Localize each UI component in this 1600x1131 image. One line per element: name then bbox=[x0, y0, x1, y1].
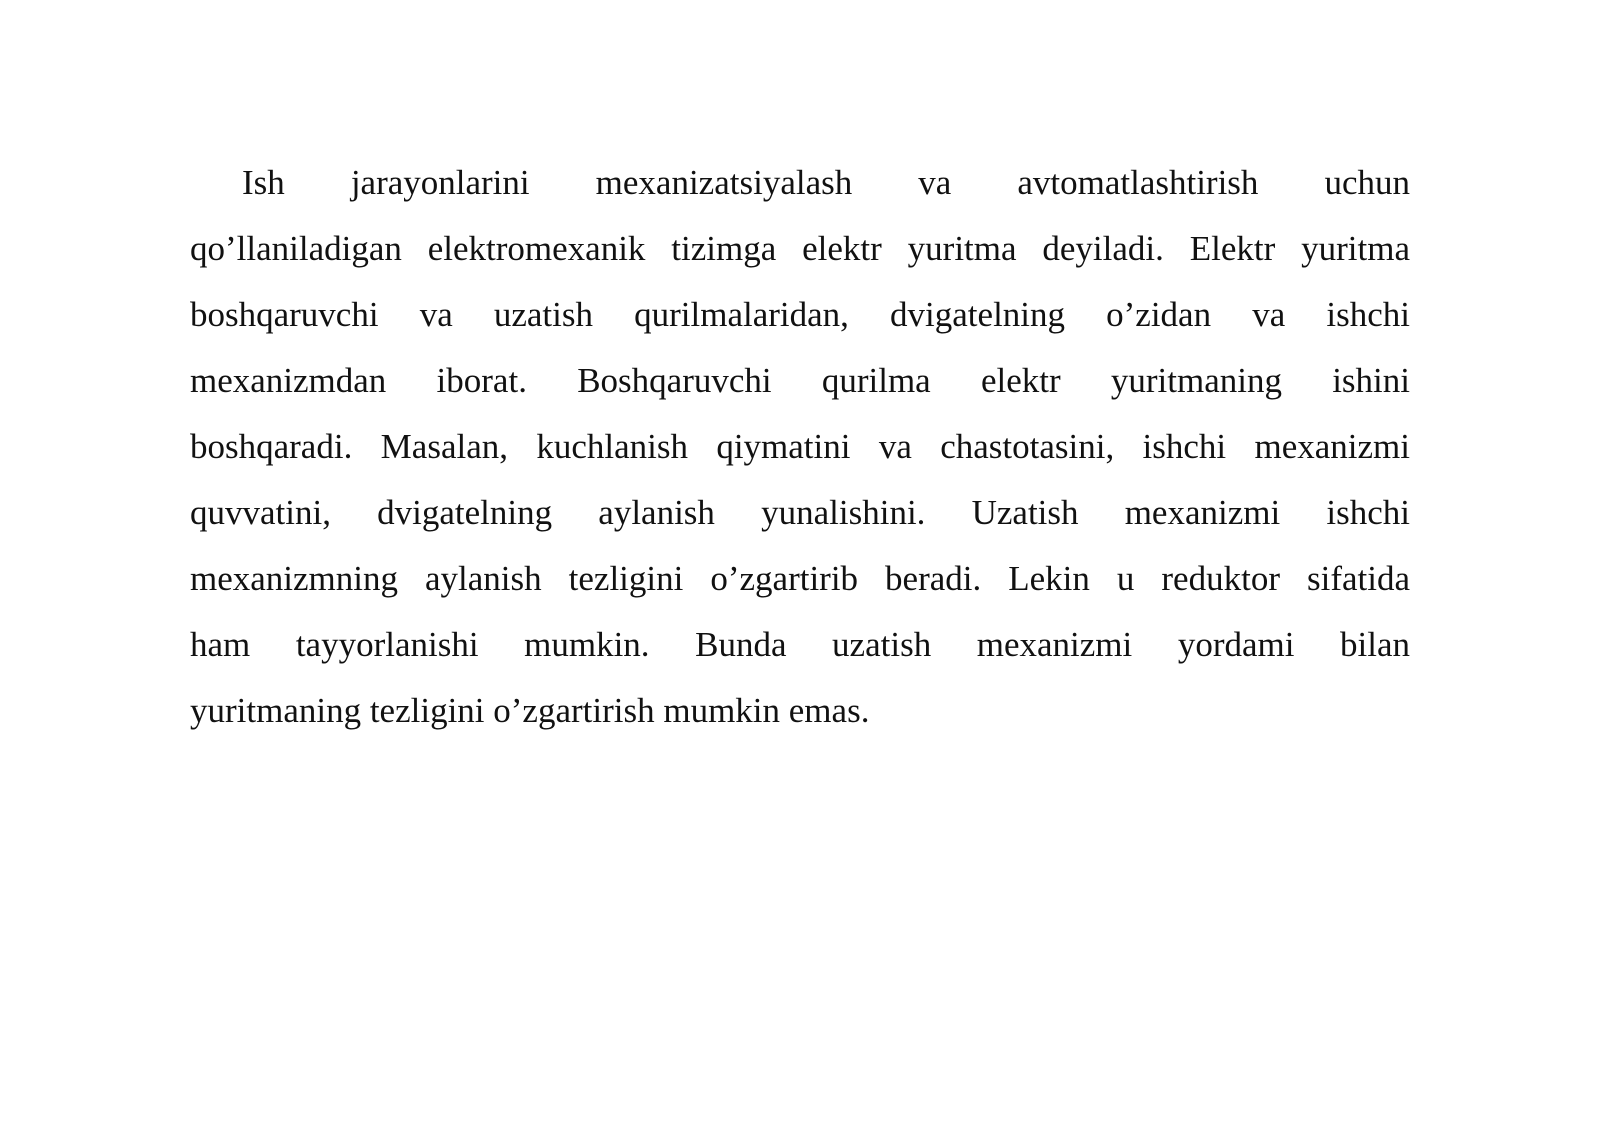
paragraph-line: boshqaruvchi va uzatish qurilmalaridan, dvigatelning o’zidan va ishchi bbox=[190, 295, 1410, 334]
paragraph-line: mexanizmdan iborat. Boshqaruvchi qurilma elektr yuritmaning ishini bbox=[190, 361, 1410, 400]
paragraph-line: mexanizmning aylanish tezligini o’zgartirib beradi. Lekin u reduktor sifatida bbox=[190, 559, 1410, 598]
paragraph-line: quvvatini, dvigatelning aylanish yunalishini. Uzatish mexanizmi ishchi bbox=[190, 493, 1410, 532]
paragraph-line: Ish jarayonlarini mexanizatsiyalash va avtomatlashtirish uchun bbox=[242, 163, 1410, 202]
paragraph-line: qo’llaniladigan elektromexanik tizimga elektr yuritma deyiladi. Elektr yuritma bbox=[190, 229, 1410, 268]
body-paragraph bbox=[190, 150, 1410, 744]
paragraph-line: ham tayyorlanishi mumkin. Bunda uzatish mexanizmi yordami bilan bbox=[190, 625, 1410, 664]
paragraph-line: boshqaradi. Masalan, kuchlanish qiymatini va chastotasini, ishchi mexanizmi bbox=[190, 427, 1410, 466]
paragraph-line: yuritmaning tezligini o’zgartirish mumkin emas. bbox=[190, 691, 870, 730]
